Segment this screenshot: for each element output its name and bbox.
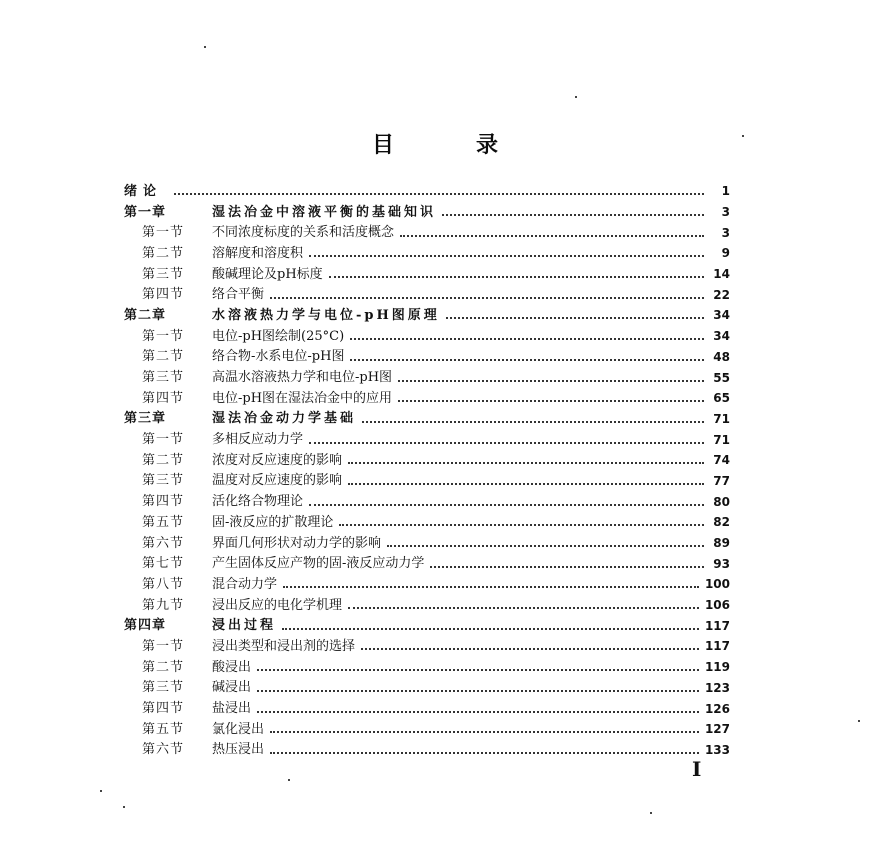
toc-entry-title: 电位-pH图绘制(25°C) bbox=[212, 328, 345, 344]
toc-entry-label: 第四节 bbox=[142, 494, 185, 510]
toc-entry-title: 浸出反应的电化学机理 bbox=[212, 597, 343, 613]
toc-entry-label: 第七节 bbox=[142, 556, 185, 572]
toc-entry-title: 络合物-水系电位-pH图 bbox=[212, 349, 345, 365]
toc-entry-label: 第四章 bbox=[124, 618, 167, 634]
toc-entry-label: 第二节 bbox=[142, 452, 185, 468]
toc-entry-label: 第三节 bbox=[142, 473, 185, 489]
toc-section-row bbox=[124, 636, 730, 657]
toc-entry-title: 界面几何形状对动力学的影响 bbox=[212, 535, 382, 551]
toc-page-number: 117 bbox=[704, 639, 730, 654]
toc-entry-label: 第二节 bbox=[142, 245, 185, 261]
dot-leader bbox=[348, 483, 704, 485]
toc-page-number: 89 bbox=[713, 536, 730, 551]
toc-entry-label: 第一节 bbox=[142, 225, 185, 241]
dot-leader bbox=[257, 711, 699, 713]
toc-page-number: 34 bbox=[713, 308, 730, 323]
table-of-contents bbox=[124, 181, 730, 760]
scan-speck bbox=[858, 720, 860, 722]
toc-chapter-row bbox=[124, 615, 730, 636]
dot-leader bbox=[309, 504, 704, 506]
toc-entry-title: 水溶液热力学与电位-pH图原理 bbox=[212, 307, 440, 323]
dot-leader bbox=[329, 276, 704, 278]
dot-leader bbox=[400, 235, 704, 237]
toc-entry-title: 碱浸出 bbox=[212, 680, 252, 696]
toc-section-row bbox=[124, 347, 730, 368]
toc-entry-title: 溶解度和溶度积 bbox=[212, 245, 304, 261]
scan-speck bbox=[575, 96, 577, 98]
toc-page-number: 1 bbox=[721, 184, 730, 199]
toc-section-row bbox=[124, 678, 730, 699]
scan-speck bbox=[288, 779, 290, 781]
dot-leader bbox=[270, 731, 699, 733]
page-title: 目 录 bbox=[371, 132, 528, 158]
toc-intro-row bbox=[124, 181, 730, 202]
dot-leader bbox=[339, 524, 704, 526]
toc-page-number: 100 bbox=[704, 577, 730, 592]
toc-entry-label: 第二节 bbox=[142, 659, 185, 675]
dot-leader bbox=[257, 669, 699, 671]
dot-leader bbox=[398, 400, 704, 402]
dot-leader bbox=[398, 380, 704, 382]
toc-section-row bbox=[124, 222, 730, 243]
toc-page-number: 3 bbox=[721, 225, 730, 240]
toc-entry-label: 第五节 bbox=[142, 514, 185, 530]
dot-leader bbox=[283, 586, 699, 588]
toc-page-number: 74 bbox=[713, 453, 730, 468]
toc-entry-label: 第二节 bbox=[142, 349, 185, 365]
toc-page-number: 106 bbox=[704, 598, 730, 613]
toc-page-number: 133 bbox=[704, 742, 730, 757]
toc-page-number: 48 bbox=[713, 349, 730, 364]
toc-page-number: 71 bbox=[713, 411, 730, 426]
toc-page-number: 82 bbox=[713, 515, 730, 530]
dot-leader bbox=[270, 297, 704, 299]
toc-entry-title: 不同浓度标度的关系和活度概念 bbox=[212, 225, 395, 241]
toc-section-row bbox=[124, 450, 730, 471]
toc-section-row bbox=[124, 243, 730, 264]
dot-leader bbox=[174, 193, 704, 195]
toc-section-row bbox=[124, 740, 730, 761]
dot-leader bbox=[309, 442, 704, 444]
scan-speck bbox=[650, 812, 652, 814]
dot-leader bbox=[257, 690, 699, 692]
dot-leader bbox=[348, 607, 699, 609]
toc-section-row bbox=[124, 533, 730, 554]
toc-entry-label: 第六节 bbox=[142, 535, 185, 551]
toc-entry-label: 第五节 bbox=[142, 721, 185, 737]
toc-entry-title: 浓度对反应速度的影响 bbox=[212, 452, 343, 468]
toc-entry-label: 第三节 bbox=[142, 680, 185, 696]
toc-section-row bbox=[124, 367, 730, 388]
toc-section-row bbox=[124, 326, 730, 347]
toc-page-number: 127 bbox=[704, 722, 730, 737]
toc-entry-title: 产生固体反应产物的固-液反应动力学 bbox=[212, 556, 425, 572]
toc-entry-title: 温度对反应速度的影响 bbox=[212, 473, 343, 489]
toc-page-number: 9 bbox=[721, 246, 730, 261]
dot-leader bbox=[446, 317, 704, 319]
toc-page-number: 71 bbox=[713, 432, 730, 447]
toc-section-row bbox=[124, 698, 730, 719]
toc-section-row bbox=[124, 264, 730, 285]
toc-page-number: 126 bbox=[704, 701, 730, 716]
toc-entry-label: 第四节 bbox=[142, 701, 185, 717]
toc-section-row bbox=[124, 657, 730, 678]
dot-leader bbox=[350, 359, 704, 361]
toc-chapter-row bbox=[124, 305, 730, 326]
scan-speck bbox=[123, 806, 125, 808]
toc-entry-title: 混合动力学 bbox=[212, 576, 278, 592]
toc-page-number: 80 bbox=[713, 494, 730, 509]
toc-entry-title: 氯化浸出 bbox=[212, 721, 265, 737]
scan-speck bbox=[204, 46, 206, 48]
toc-entry-label: 第三章 bbox=[124, 411, 167, 427]
toc-entry-label: 第四节 bbox=[142, 390, 185, 406]
toc-entry-label: 第一节 bbox=[142, 432, 185, 448]
toc-chapter-row bbox=[124, 202, 730, 223]
toc-chapter-row bbox=[124, 409, 730, 430]
toc-entry-label: 第二章 bbox=[124, 307, 167, 323]
toc-section-row bbox=[124, 284, 730, 305]
toc-entry-title: 多相反应动力学 bbox=[212, 432, 304, 448]
dot-leader bbox=[309, 255, 704, 257]
toc-page-number: 14 bbox=[713, 267, 730, 282]
toc-section-row bbox=[124, 574, 730, 595]
toc-entry-title: 湿法冶金动力学基础 bbox=[212, 411, 357, 427]
toc-page-number: 123 bbox=[704, 680, 730, 695]
toc-section-row bbox=[124, 719, 730, 740]
toc-entry-title: 湿法冶金中溶液平衡的基础知识 bbox=[212, 204, 437, 220]
toc-entry-title: 活化络合物理论 bbox=[212, 494, 304, 510]
toc-entry-label: 第三节 bbox=[142, 370, 185, 386]
toc-entry-title: 酸碱理论及pH标度 bbox=[212, 266, 323, 282]
toc-page-number: 65 bbox=[713, 391, 730, 406]
dot-leader bbox=[387, 545, 704, 547]
toc-section-row bbox=[124, 595, 730, 616]
toc-entry-label: 第一节 bbox=[142, 328, 185, 344]
toc-entry-title: 浸出过程 bbox=[212, 618, 277, 634]
toc-section-row bbox=[124, 471, 730, 492]
toc-entry-title: 热压浸出 bbox=[212, 742, 265, 758]
toc-entry-label: 第三节 bbox=[142, 266, 185, 282]
dot-leader bbox=[270, 752, 699, 754]
toc-entry-title: 盐浸出 bbox=[212, 701, 252, 717]
toc-page-number: 55 bbox=[713, 370, 730, 385]
dot-leader bbox=[282, 628, 699, 630]
toc-entry-title: 高温水溶液热力学和电位-pH图 bbox=[212, 370, 393, 386]
toc-entry-title: 电位-pH图在湿法冶金中的应用 bbox=[212, 390, 393, 406]
toc-section-row bbox=[124, 429, 730, 450]
scan-speck bbox=[742, 135, 744, 137]
toc-entry-label: 第八节 bbox=[142, 576, 185, 592]
toc-entry-label: 绪论 bbox=[124, 183, 163, 199]
toc-entry-label: 第一节 bbox=[142, 638, 185, 654]
dot-leader bbox=[350, 338, 704, 340]
toc-entry-label: 第一章 bbox=[124, 204, 167, 220]
dot-leader bbox=[361, 648, 699, 650]
toc-section-row bbox=[124, 491, 730, 512]
toc-page-number: 93 bbox=[713, 556, 730, 571]
dot-leader bbox=[362, 421, 704, 423]
toc-page-number: 34 bbox=[713, 329, 730, 344]
toc-page-number: 117 bbox=[704, 618, 730, 633]
toc-entry-label: 第六节 bbox=[142, 742, 185, 758]
toc-section-row bbox=[124, 388, 730, 409]
toc-section-row bbox=[124, 512, 730, 533]
toc-entry-title: 浸出类型和浸出剂的选择 bbox=[212, 638, 356, 654]
dot-leader bbox=[348, 462, 704, 464]
toc-section-row bbox=[124, 553, 730, 574]
toc-entry-label: 第九节 bbox=[142, 597, 185, 613]
toc-page-number: 77 bbox=[713, 473, 730, 488]
dot-leader bbox=[442, 214, 704, 216]
dot-leader bbox=[430, 566, 704, 568]
scan-speck bbox=[100, 790, 102, 792]
toc-entry-title: 络合平衡 bbox=[212, 287, 265, 303]
toc-page-number: 22 bbox=[713, 287, 730, 302]
toc-entry-title: 固-液反应的扩散理论 bbox=[212, 514, 334, 530]
page-folio: I bbox=[692, 757, 702, 781]
toc-page-number: 3 bbox=[721, 205, 730, 220]
toc-entry-label: 第四节 bbox=[142, 287, 185, 303]
toc-page-number: 119 bbox=[704, 660, 730, 675]
toc-entry-title: 酸浸出 bbox=[212, 659, 252, 675]
